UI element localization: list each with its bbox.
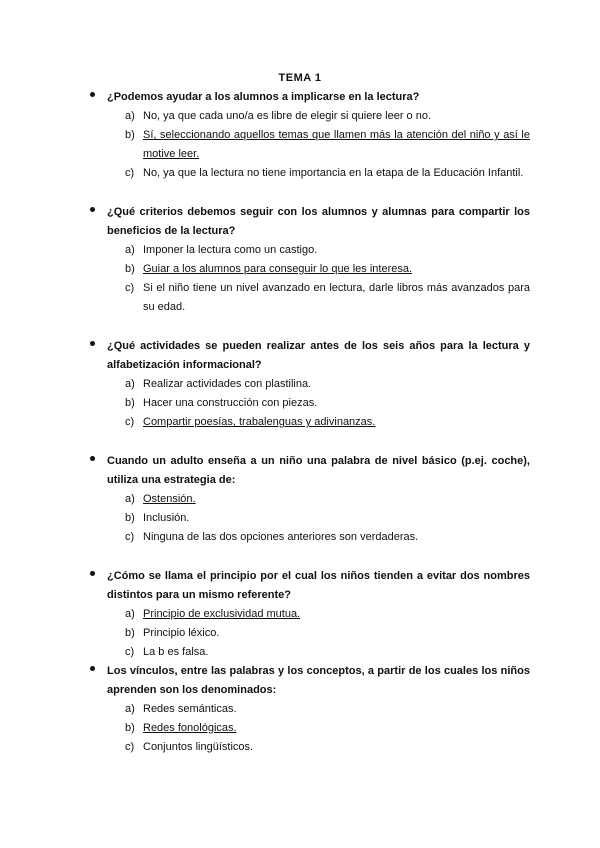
option-text: Hacer una construcción con piezas. <box>143 397 318 409</box>
option-text: Principio léxico. <box>143 627 220 639</box>
question-list <box>0 88 600 757</box>
option-c <box>0 643 600 662</box>
question-header <box>0 662 600 700</box>
option-text: Si el niño tiene un nivel avanzado en lectura, darle libros más avanzados para su edad. <box>143 282 530 313</box>
option-text: La b es falsa. <box>143 646 209 658</box>
question-5 <box>0 567 600 662</box>
option-c <box>0 528 600 547</box>
option-c <box>0 413 600 432</box>
option-text: Redes semánticas. <box>143 703 237 715</box>
page-title: TEMA 1 <box>278 72 322 84</box>
option-letter: b) <box>125 627 135 639</box>
option-letter: a) <box>125 703 135 715</box>
question-text: Cuando un adulto enseña a un niño una palabra de nivel básico (p.ej. coche), utiliza una estrategia de: <box>107 455 530 486</box>
option-a <box>0 241 600 260</box>
option-text: Ninguna de las dos opciones anteriores son verdaderas. <box>143 531 419 543</box>
option-letter: a) <box>125 110 135 122</box>
option-letter: c) <box>125 741 135 753</box>
option-text-correct: Redes fonológicas. <box>143 722 237 734</box>
bullet-icon <box>90 571 95 576</box>
option-list <box>0 107 600 183</box>
option-text-correct: Ostensión. <box>143 493 196 505</box>
option-text-correct: Principio de exclusividad mutua. <box>143 608 301 620</box>
option-letter: c) <box>125 646 135 658</box>
option-text: No, ya que cada uno/a es libre de elegir si quiere leer o no. <box>143 110 432 122</box>
option-b <box>0 624 600 643</box>
bullet-icon <box>90 456 95 461</box>
bullet-icon <box>90 92 95 97</box>
option-c <box>0 738 600 757</box>
question-header <box>0 88 600 107</box>
question-1 <box>0 88 600 183</box>
option-b <box>0 126 600 164</box>
option-list <box>0 605 600 662</box>
option-list <box>0 490 600 547</box>
option-a <box>0 700 600 719</box>
question-text: ¿Podemos ayudar a los alumnos a implicarse en la lectura? <box>107 91 420 103</box>
option-a <box>0 107 600 126</box>
bullet-icon <box>90 207 95 212</box>
option-letter: a) <box>125 244 135 256</box>
bullet-icon <box>90 341 95 346</box>
option-c <box>0 279 600 317</box>
option-letter: b) <box>125 512 135 524</box>
option-c <box>0 164 600 183</box>
option-text: Inclusión. <box>143 512 190 524</box>
question-6 <box>0 662 600 757</box>
question-text: Los vínculos, entre las palabras y los conceptos, a partir de los cuales los niños aprenden son los denominados: <box>107 665 530 696</box>
option-list <box>0 375 600 432</box>
option-letter: c) <box>125 531 135 543</box>
option-b <box>0 394 600 413</box>
option-letter: b) <box>125 263 135 275</box>
option-letter: b) <box>125 129 135 141</box>
option-letter: c) <box>125 282 135 294</box>
option-list <box>0 241 600 317</box>
question-header <box>0 337 600 375</box>
question-header <box>0 203 600 241</box>
option-letter: a) <box>125 493 135 505</box>
option-text: Imponer la lectura como un castigo. <box>143 244 318 256</box>
option-text: No, ya que la lectura no tiene importancia en la etapa de la Educación Infantil. <box>143 167 524 179</box>
option-text-correct: Guiar a los alumnos para conseguir lo que les interesa. <box>143 263 413 275</box>
option-text: Conjuntos lingüísticos. <box>143 741 254 753</box>
option-list <box>0 700 600 757</box>
option-letter: c) <box>125 416 135 428</box>
option-text-correct: Sí, seleccionando aquellos temas que llamen más la atención del niño y así le motive leer. <box>143 129 530 160</box>
option-letter: b) <box>125 397 135 409</box>
question-header <box>0 567 600 605</box>
option-text: Realizar actividades con plastilina. <box>143 378 312 390</box>
question-header <box>0 452 600 490</box>
option-b <box>0 260 600 279</box>
question-3 <box>0 337 600 432</box>
question-text: ¿Qué criterios debemos seguir con los alumnos y alumnas para compartir los beneficios de la lectura? <box>107 206 530 237</box>
option-b <box>0 509 600 528</box>
question-4 <box>0 452 600 547</box>
option-a <box>0 490 600 509</box>
question-text: ¿Cómo se llama el principio por el cual los niños tienden a evitar dos nombres distintos para un mismo referente? <box>107 570 530 601</box>
option-text-correct: Compartir poesías, trabalenguas y adivinanzas. <box>143 416 376 428</box>
option-letter: a) <box>125 608 135 620</box>
option-letter: b) <box>125 722 135 734</box>
option-letter: a) <box>125 378 135 390</box>
option-a <box>0 605 600 624</box>
option-b <box>0 719 600 738</box>
bullet-icon <box>90 666 95 671</box>
option-letter: c) <box>125 167 135 179</box>
question-2 <box>0 203 600 317</box>
option-a <box>0 375 600 394</box>
question-text: ¿Qué actividades se pueden realizar antes de los seis años para la lectura y alfabetización informacional? <box>107 340 530 371</box>
